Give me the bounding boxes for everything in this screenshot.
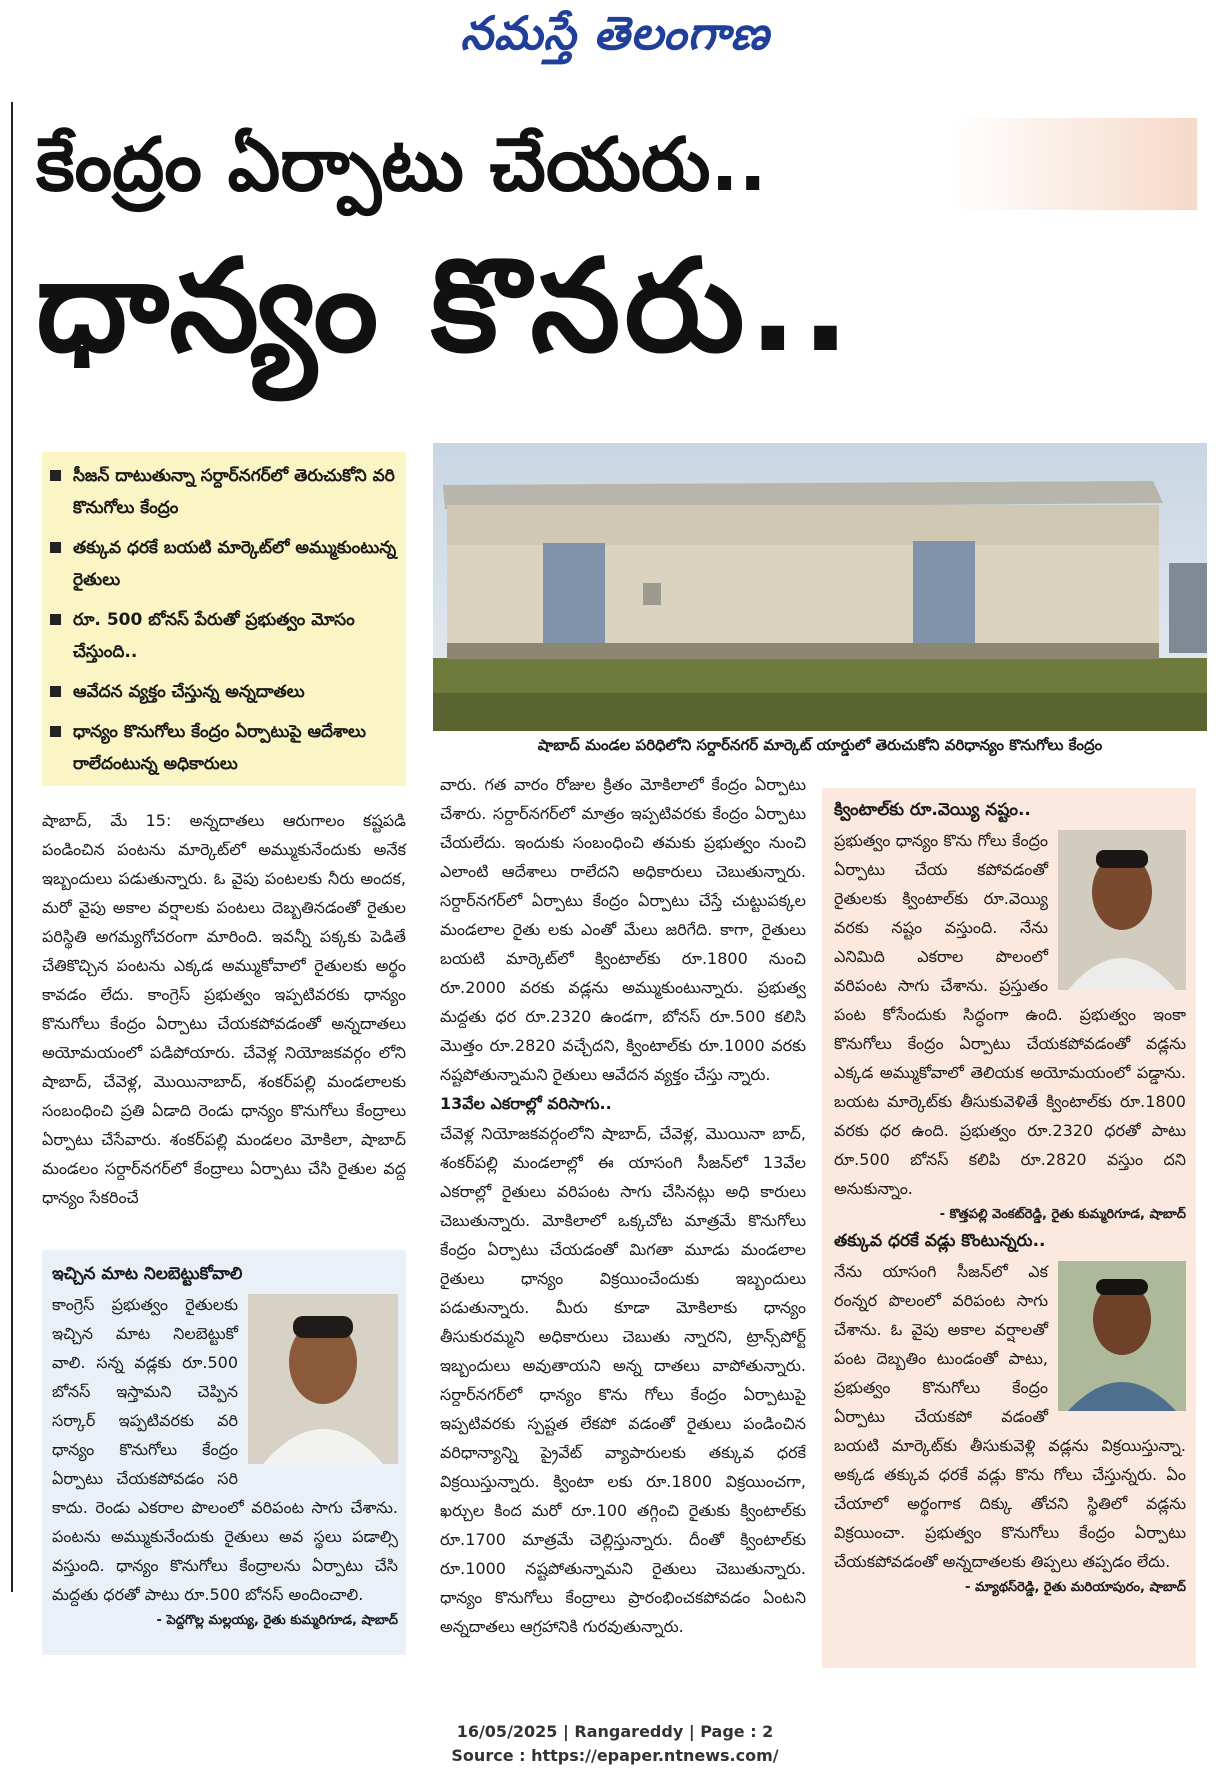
column-rule (11, 102, 13, 1592)
story-paragraph: వారు. గత వారం రోజుల క్రితం మోకిలాలో కేంద్రం ఏర్పాటు చేశారు. సర్దార్‌నగర్‌లో మాత్రం ఇప్పటివరకు కేంద్రం ఏర్పాటు చేయలేదు. ఇందుకు సంబంధించి తమకు ప్రభుత్వం నుంచి ఎలాంటి ఆదేశాలు రాలేదని అధికారులు చెబుతున్నారు. సర్దార్‌నగర్‌లో ఏర్పాటు కేంద్రం ఏర్పాటు చేస్తే చుట్టుపక్కల మండలాల రైతు లకు ఎంతో మేలు జరిగేది. కాగా, రైతులు బయటి మార్కెట్‌లో క్వింటాల్‌కు రూ.1800 నుంచి రూ.2000 వరకు వడ్లను అమ్ముకుంటున్నారు. ప్రభుత్వ మద్దతు ధర రూ.2320 ఉండగా, బోనస్ రూ.500 కలిసి మొత్తం రూ.2820 వచ్చేదని, క్వింటాల్‌కు రూ.1000 వరకు నష్టపోతున్నామని రైతులు ఆవేదన వ్యక్తం చేస్తు న్నారు. (440, 775, 806, 1084)
highlight-item: ఆవేదన వ్యక్తం చేస్తున్న అన్నదాతలు (50, 676, 400, 708)
quote-signature: - కొత్తపల్లి వెంకట్‌రెడ్డి, రైతు కుమ్మరిగూడ, షాబాద్ (939, 1207, 1186, 1222)
headline-band (950, 118, 1197, 210)
farmer-portrait-photo (1058, 830, 1186, 994)
headline-line-2: ధాన్యం కొనరు.. (36, 232, 854, 381)
footer-source: Source : https://epaper.ntnews.com/ (451, 1746, 779, 1765)
market-yard-photo (433, 443, 1207, 731)
footer-edition: 16/05/2025 | Rangareddy | Page : 2 (456, 1722, 774, 1741)
page-footer (0, 1720, 1230, 1768)
bullet-square-icon (50, 686, 61, 697)
quote-text: ప్రభుత్వం ధాన్యం కొను గోలు కేంద్రం ఏర్పాటు చేయ కపోవడంతో రైతులకు క్వింటాల్‌కు రూ.వెయ్యి వరకు నష్టం వస్తుంది. నేను ఎనిమిది ఎకరాల పొలంలో వరిపంట సాగు చేశాను. ప్రస్తుతం పంట కోసేందుకు సిద్ధంగా ఉంది. ప్రభుత్వం ఇంకా కొనుగోలు కేంద్రం ఏర్పాటు చేయకపోవడంతో వడ్లను ఎక్కడ అమ్ముకోవాలో తెలియక అయోమయంలో పడ్డాను. బయట మార్కెట్‌కు తీసుకువెళితే క్వింటాల్‌కు రూ.1800 వరకు ధర ఉంది. ప్రభుత్వం రూ.2320 ధరతో పాటు రూ.500 బోనస్ కలిపి రూ.2820 వస్తుం దని అనుకున్నాం. (834, 831, 1186, 1198)
highlights-box (42, 452, 406, 786)
photo-caption: షాబాద్ మండల పరిధిలోని సర్దార్‌నగర్ మార్కెట్ యార్డులో తెరుచుకోని వరిధాన్యం కొనుగోలు కేంద్రం (537, 736, 1103, 754)
highlight-item: తక్కువ ధరకే బయటి మార్కెట్‌లో అమ్ముకుంటున్న రైతులు (50, 532, 400, 596)
bullet-square-icon (50, 614, 61, 625)
story-column-b (440, 770, 806, 1641)
story-paragraph: చేవెళ్ల నియోజకవర్గంలోని షాబాద్, చేవెళ్ల, మొయినా బాద్, శంకర్‌పల్లి మండలాల్లో ఈ యాసంగి సీజన్‌లో 13వేల ఎకరాల్లో రైతులు వరిపంట సాగు చేసినట్లు అధి కారులు చెబుతున్నారు. మోకిలాలో ఒక్కచోట మాత్రమే కొనుగోలు కేంద్రం ఏర్పాటు చేయడంతో మిగతా మూడు మండలాల రైతులు ధాన్యం విక్రయించేందుకు ఇబ్బందులు పడుతున్నారు. మీరు కూడా మోకిలాకు ధాన్యం తీసుకురమ్మని అధికారులు చెబుతు న్నారని, ట్రాన్స్‌పోర్ట్ ఇబ్బందులు అవుతాయని అన్న దాతలు వాపోతున్నారు. సర్దార్‌నగర్‌లో ధాన్యం కొను గోలు కేంద్రం ఏర్పాటుపై ఇప్పటివరకు స్పష్టత లేకపో వడంతో రైతులు పండించిన వరిధాన్యాన్ని ప్రైవేట్ వ్యాపారులకు తక్కువ ధరకే విక్రయిస్తున్నారు. క్వింటా లకు రూ.1800 విక్రయించగా, ఖర్చుల కింద మరో రూ.100 తగ్గించి రైతుకు క్వింటాల్‌కు రూ.1700 మాత్రమే చెల్లిస్తున్నారు. దీంతో క్వింటాల్‌కు రూ.1000 నష్టపోతున్నామని రైతులు చెబుతున్నారు. ధాన్యం కొనుగోలు కేంద్రాలు ప్రారంభించకపోవడం ఏంటని అన్నదాతలు ఆగ్రహానికి గురవుతున్నారు. (440, 1124, 806, 1636)
headline-line-1: కేంద్రం ఏర్పాటు చేయరు.. (36, 122, 767, 208)
quote-text: కాంగ్రెస్ ప్రభుత్వం రైతులకు ఇచ్చిన మాట నిలబెట్టుకో వాలి. సన్న వడ్లకు రూ.500 బోనస్ ఇస్తామని చెప్పిన సర్కార్ ఇప్పటివరకు వరి ధాన్యం కొనుగోలు కేంద్రం ఏర్పాటు చేయకపోవడం సరి కాదు. రెండు ఎకరాల పొలంలో వరిపంట సాగు చేశాను. పంటను అమ్ముకునేందుకు రైతులు అవ స్థలు పడాల్సి వస్తుంది. ధాన్యం కొనుగోలు కేంద్రాలను ఏర్పాటు చేసి మద్దతు ధరతో పాటు రూ.500 బోనస్ అందించాలి. (52, 1295, 398, 1604)
farmer-portrait-photo (248, 1294, 398, 1468)
quote-title: క్వింటాల్‌కు రూ.వెయ్యి నష్టం.. (834, 800, 1031, 820)
highlight-item: ధాన్యం కొనుగోలు కేంద్రం ఏర్పాటుపై ఆదేశాలు రాలేదంటున్న అధికారులు (50, 716, 400, 780)
masthead-logo: నమస్తే తెలంగాణ (460, 6, 770, 60)
story-column-a: షాబాద్, మే 15: అన్నదాతలు ఆరుగాలం కష్టపడి పండించిన పంటను మార్కెట్‌లో అమ్ముకునేందుకు అనేక ఇబ్బందులు పడుతున్నారు. ఓ వైపు పంటలకు నీరు అందక, మరో వైపు అకాల వర్షాలకు పంటలు దెబ్బతినడంతో రైతుల పరిస్థితి అగమ్యగోచరంగా మారింది. ఇవన్నీ పక్కకు పెడితే చేతికొచ్చిన పంటను ఎక్కడ అమ్ముకోవాలో రైతులకు అర్థం కావడం లేదు. కాంగ్రెస్ ప్రభుత్వం ఇప్పటివరకు ధాన్యం కొనుగోలు కేంద్రం ఏర్పాటు చేయకపోవడంతో అన్నదాతలు అయోమయంలో పడిపోయారు. చేవెళ్ల నియోజకవర్గం లోని షాబాద్, చేవెళ్ల, మొయినాబాద్, శంకర్‌పల్లి మండలాలకు సంబంధించి ప్రతి ఏడాది రెండు ధాన్యం కొనుగోలు కేంద్రాలు ఏర్పాటు చేసేవారు. శంకర్‌పల్లి మండలం మోకిలా, షాబాద్ మండలం సర్దార్‌నగర్‌లో కేంద్రాలు ఏర్పాటు చేసి రైతుల వద్ద ధాన్యం సేకరించే (42, 811, 406, 1207)
highlight-item: రూ. 500 బోనస్ పేరుతో ప్రభుత్వం మోసం చేస్తుంది.. (50, 604, 400, 668)
story-subheading: 13వేల ఎకరాల్లో వరిసాగు.. (440, 1094, 612, 1113)
quote-signature: - మ్యాథస్‌రెడ్డి, రైతు మరియాపురం, షాబాద్ (965, 1580, 1186, 1595)
quote-text: నేను యాసంగి సీజన్‌లో ఎక రంన్నర పొలంలో వరిపంట సాగు చేశాను. ఓ వైపు అకాల వర్షాలతో పంట దెబ్బతిం టుండంతో పాటు, ప్రభుత్వం కొనుగోలు కేంద్రం ఏర్పాటు చేయకపో వడంతో బయటి మార్కెట్‌కు తీసుకువెళ్లి వడ్లను విక్రయిస్తున్నా. అక్కడ తక్కువ ధరకే వడ్లు కొను గోలు చేస్తున్నరు. ఏం చేయాలో అర్థంగాక దిక్కు తోచని స్థితిలో వడ్లను విక్రయించా. ప్రభుత్వం కొనుగోలు కేంద్రం ఏర్పాటు చేయకపోవడంతో అన్నదాతలకు తిప్పలు తప్పడం లేదు. (834, 1262, 1186, 1571)
farmer-quote-box-right (822, 788, 1196, 1668)
quote-signature: - పెద్దగొల్ల మల్లయ్య, రైతు కుమ్మరిగూడ, షాబాద్ (156, 1613, 398, 1628)
bullet-square-icon (50, 542, 61, 553)
highlight-item: సీజన్ దాటుతున్నా సర్దార్‌నగర్‌లో తెరుచుకోని వరి కొనుగోలు కేంద్రం (50, 460, 400, 524)
quote-title: ఇచ్చిన మాట నిలబెట్టుకోవాలి (52, 1264, 243, 1284)
farmer-quote-box-left (42, 1250, 406, 1655)
quote-title: తక్కువ ధరకే వడ్లు కొంటున్నరు.. (834, 1231, 1046, 1251)
bullet-square-icon (50, 470, 61, 481)
farmer-portrait-photo (1058, 1261, 1186, 1415)
bullet-square-icon (50, 726, 61, 737)
